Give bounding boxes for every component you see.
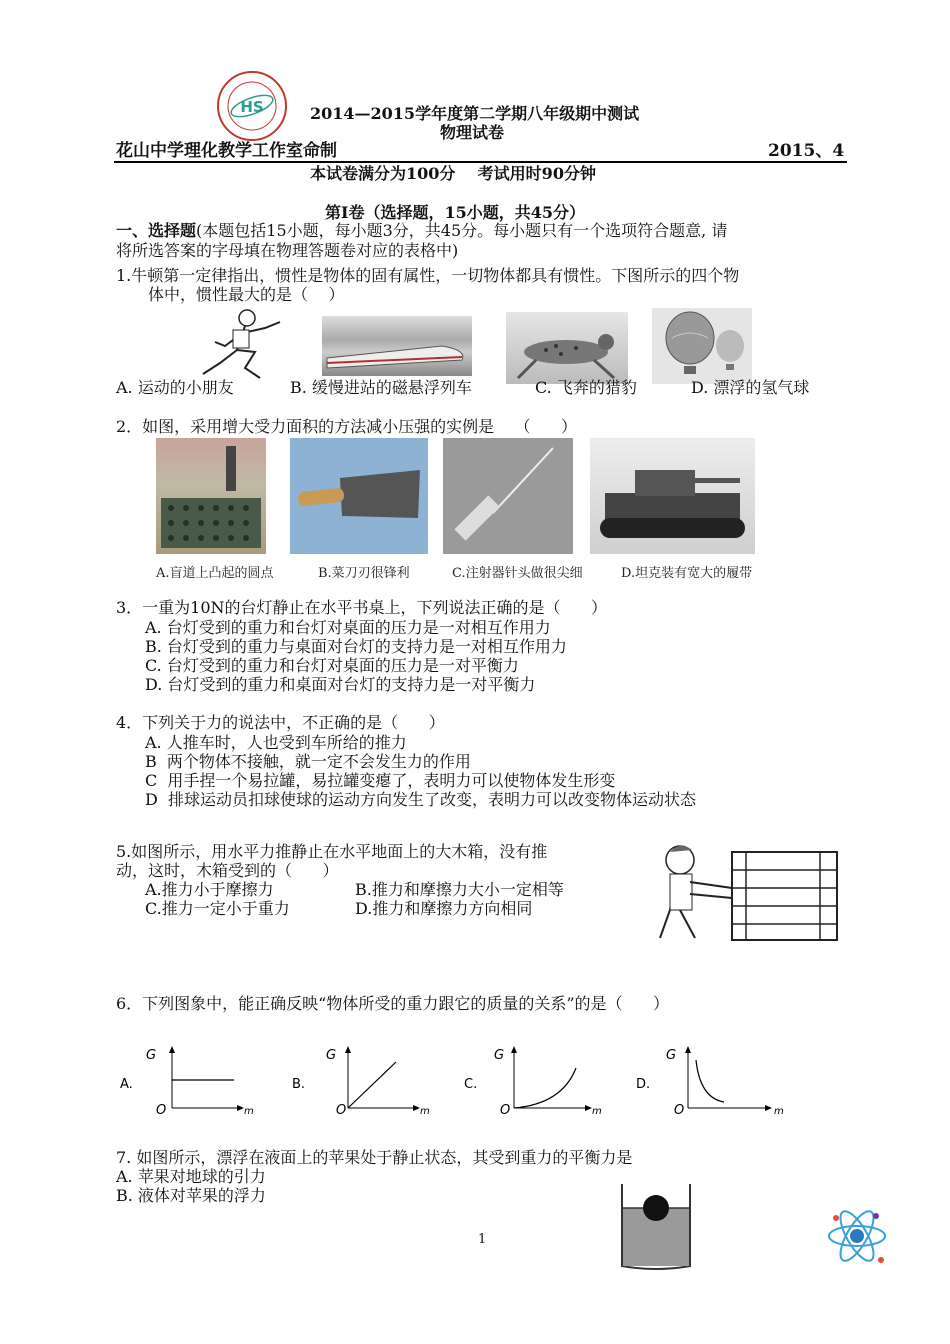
q3-option-a: A. 台灯受到的重力和台灯对桌面的压力是一对相互作用力 <box>145 618 551 637</box>
q3-option-d: D. 台灯受到的重力和桌面对台灯的支持力是一对平衡力 <box>145 675 536 694</box>
q1-stem-line1: 1.牛顿第一定律指出，惯性是物体的固有属性，一切物体都具有惯性。下图所示的四个物 <box>116 266 740 285</box>
exam-title: 2014—2015学年度第二学期八年级期中测试 <box>310 104 640 123</box>
q1-option-c: C. 飞奔的猎豹 <box>535 378 637 397</box>
q1-option-b: B. 缓慢进站的磁悬浮列车 <box>290 378 472 397</box>
q6-stem: 6．下列图象中，能正确反映“物体所受的重力跟它的质量的关系”的是（ ） <box>116 994 670 1013</box>
q6-graph-d <box>634 1044 784 1120</box>
section-intro: (本题包括15小题，每小题3分，共45分。每小题只有一个选项符合题意, 请 <box>196 221 728 240</box>
q2-caption-a: A.盲道上凸起的圆点 <box>156 566 274 581</box>
q3-option-c: C. 台灯受到的重力和台灯对桌面的压力是一对平衡力 <box>145 656 519 675</box>
graph-c-label: C. <box>464 1077 478 1092</box>
q7-option-b: B. 液体对苹果的浮力 <box>116 1186 266 1205</box>
q4-option-c: C 用手捏一个易拉罐，易拉罐变瘪了，表明力可以使物体发生形变 <box>145 771 616 790</box>
boy-pushing-crate-image <box>640 830 845 945</box>
kitchen-knife-image <box>290 438 428 554</box>
graph-d-label: D. <box>636 1077 651 1092</box>
q4-option-a: A. 人推车时，人也受到车所给的推力 <box>145 733 407 752</box>
q3-stem: 3．一重为10N的台灯静止在水平书桌上，下列说法正确的是（ ） <box>116 598 608 617</box>
maglev-train-image <box>322 316 472 376</box>
q5-option-a: A.推力小于摩擦力 <box>145 880 274 899</box>
q6-graph-a <box>116 1044 256 1120</box>
office-name: 花山中学理化教学工作室命制 <box>116 141 337 161</box>
section-label: 一、选择题 <box>116 221 197 240</box>
q1-option-d: D. 漂浮的氢气球 <box>691 378 810 397</box>
syringe-image <box>443 438 573 554</box>
q2-stem: 2．如图，采用增大受力面积的方法减小压强的实例是 （ ） <box>116 417 578 436</box>
graph-a-origin: O <box>156 1103 167 1118</box>
exam-date: 2015、4 <box>768 141 845 161</box>
hot-air-balloon-image <box>652 308 752 384</box>
page-number: 1 <box>478 1232 487 1247</box>
section-title: 第Ⅰ卷（选择题，15小题，共45分） <box>325 203 586 222</box>
graph-d-axis-x: m <box>774 1106 784 1117</box>
q7-option-a: A. 苹果对地球的引力 <box>116 1167 266 1186</box>
cheetah-image <box>506 312 628 384</box>
logo-text: HS <box>240 98 264 116</box>
score-info: 本试卷满分为100分 考试用时90分钟 <box>310 164 596 183</box>
q6-graph-b <box>292 1044 432 1120</box>
graph-a-axis-x: m <box>244 1106 254 1117</box>
graph-c-axis-y: G <box>494 1048 505 1063</box>
graph-b-origin: O <box>336 1103 347 1118</box>
q6-graph-c <box>462 1044 602 1120</box>
graph-d-axis-y: G <box>666 1048 677 1063</box>
q1-option-a: A. 运动的小朋友 <box>116 378 234 397</box>
header-rule <box>114 161 847 163</box>
atom-icon <box>826 1198 888 1274</box>
q4-stem: 4．下列关于力的说法中，不正确的是（ ） <box>116 713 445 732</box>
q5-option-d: D.推力和摩擦力方向相同 <box>355 899 533 918</box>
graph-b-label: B. <box>292 1077 306 1092</box>
q5-stem-line2: 动，这时，木箱受到的（ ） <box>116 861 339 880</box>
exam-subtitle: 物理试卷 <box>440 123 505 142</box>
q5-option-b: B.推力和摩擦力大小一定相等 <box>355 880 564 899</box>
q2-caption-b: B.菜刀刃很锋利 <box>318 566 410 581</box>
graph-a-axis-y: G <box>146 1048 157 1063</box>
graph-b-axis-y: G <box>326 1048 337 1063</box>
floating-apple-beaker-image <box>616 1180 696 1272</box>
tactile-paving-image <box>156 438 266 554</box>
q3-option-b: B. 台灯受到的重力与桌面对台灯的支持力是一对相互作用力 <box>145 637 567 656</box>
q5-stem-line1: 5.如图所示，用水平力推静止在水平地面上的大木箱，没有推 <box>116 842 548 861</box>
section-intro-line2: 将所选答案的字母填在物理答题卷对应的表格中) <box>116 241 459 260</box>
graph-c-origin: O <box>500 1103 511 1118</box>
school-logo <box>216 70 288 142</box>
running-child-image <box>185 308 295 386</box>
graph-b-axis-x: m <box>420 1106 430 1117</box>
q7-stem: 7. 如图所示，漂浮在液面上的苹果处于静止状态，其受到重力的平衡力是 <box>116 1148 633 1167</box>
q2-caption-c: C.注射器针头做很尖细 <box>452 566 583 581</box>
q1-stem-line2: 体中，惯性最大的是（ ） <box>148 285 345 304</box>
q5-option-c: C.推力一定小于重力 <box>145 899 290 918</box>
q4-option-b: B 两个物体不接触，就一定不会发生力的作用 <box>145 752 471 771</box>
tank-image <box>590 438 755 554</box>
q4-option-d: D 排球运动员扣球使球的运动方向发生了改变，表明力可以改变物体运动状态 <box>145 790 697 809</box>
graph-d-origin: O <box>674 1103 685 1118</box>
section-intro-line1 <box>116 221 727 240</box>
graph-a-label: A. <box>120 1077 133 1092</box>
graph-c-axis-x: m <box>592 1106 602 1117</box>
q2-caption-d: D.坦克装有宽大的履带 <box>621 566 753 581</box>
